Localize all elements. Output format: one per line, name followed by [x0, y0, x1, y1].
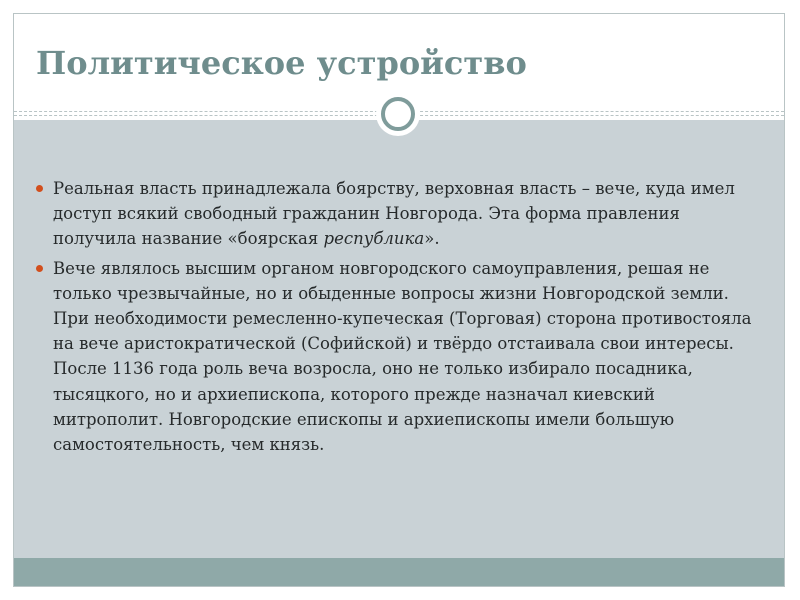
bullet-item-boyar-power	[36, 176, 756, 252]
ring-ornament-icon	[376, 92, 420, 136]
round-bullet-icon	[36, 265, 43, 272]
bullet-text: Вече являлось высшим органом новгородского самоуправления, решая не только чрезвычайные, но и обыденные вопросы жизни Новгородской земли. При необходимости ремесленно-купеческая (Торговая) сторона противостояла на вече аристократической (Софийской) и твёрдо отстаивала свои интересы. После 1136 года роль веча возросла, оно не только избирало посадника, тысяцкого, но и архиепископа, которого прежде назначал киевский митрополит. Новгородские епископы и архиепископы имели большую самостоятельность, чем князь.	[53, 258, 752, 455]
bullet-text-end: ».	[424, 229, 440, 249]
round-bullet-icon	[36, 185, 43, 192]
bullet-item-veche-role	[36, 256, 756, 458]
bullet-text-italic: республика	[323, 229, 425, 249]
ring-ornament-inner-icon	[381, 97, 415, 131]
footer-band	[14, 558, 784, 587]
bullet-text-start: Реальная власть принадлежала боярству, верховная власть – вече, куда имел доступ всякий свободный гражданин Новгорода. Эта форма правления получила название «боярская	[53, 179, 735, 249]
slide-frame	[13, 13, 785, 587]
content-panel	[14, 120, 784, 558]
slide-title: Политическое устройство	[36, 44, 527, 82]
bullet-list	[36, 176, 756, 461]
bullet-text	[53, 179, 735, 248]
